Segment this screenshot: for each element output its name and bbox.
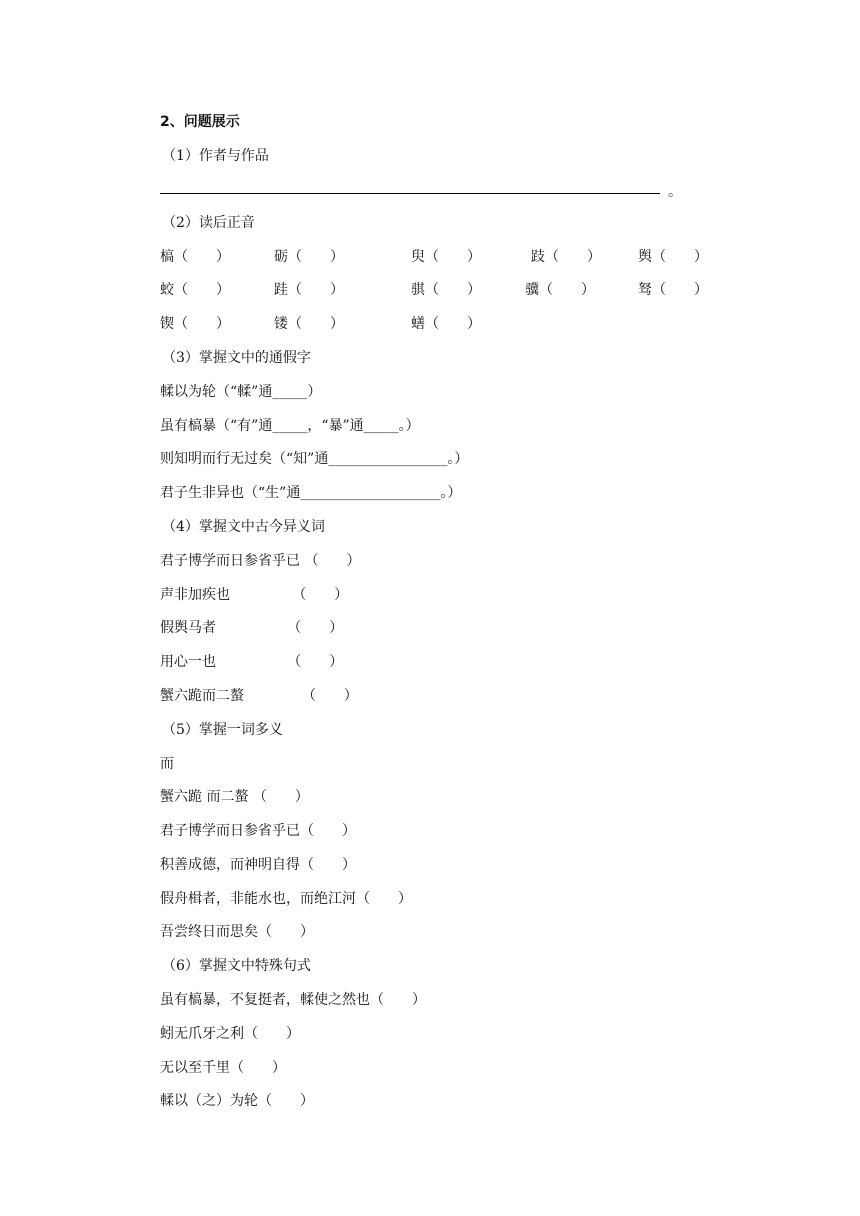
s6-title: （6）掌握文中特殊句式 [162, 958, 311, 974]
pronunciation-item: 骥（ ） [525, 282, 595, 298]
sentence-item: 輮以（之）为轮（ ） [160, 1093, 314, 1109]
gujin-item: 蟹六跪而二螯 （ ） [160, 688, 358, 704]
tongjia-item: 君子生非异也（“生”通____________________。） [160, 485, 462, 501]
s1-title: （1）作者与作品 [162, 148, 269, 164]
pronunciation-item: 跂（ ） [531, 249, 601, 265]
answer-blank-line [160, 193, 660, 194]
sentence-item: 虽有槁暴，不复挺者，輮使之然也（ ） [160, 992, 426, 1008]
polysemy-item: 蟹六跪 而二螯 （ ） [160, 789, 309, 805]
tongjia-item: 虽有槁暴（“有”通_____，“暴”通_____。） [160, 418, 420, 434]
pronunciation-item: 臾（ ） [411, 249, 481, 265]
pronunciation-item: 镂（ ） [274, 316, 344, 332]
s2-title: （2）读后正音 [162, 215, 255, 231]
s3-title: （3）掌握文中的通假字 [162, 350, 311, 366]
tongjia-item: 輮以为轮（“輮”通_____） [160, 384, 322, 400]
s5-word: 而 [160, 756, 174, 772]
gujin-item: 用心一也 （ ） [160, 654, 344, 670]
s4-title: （4）掌握文中古今异义词 [162, 519, 325, 535]
sentence-item: 蚓无爪牙之利（ ） [160, 1026, 300, 1042]
polysemy-item: 君子博学而日参省乎已（ ） [160, 823, 356, 839]
pronunciation-item: 砺（ ） [274, 249, 344, 265]
pronunciation-item: 蛟（ ） [160, 282, 230, 298]
pronunciation-item: 跬（ ） [274, 282, 344, 298]
section-heading: 2、问题展示 [160, 114, 240, 130]
sentence-item: 无以至千里（ ） [160, 1060, 286, 1076]
tongjia-item: 则知明而行无过矣（“知”通_________________。） [160, 451, 469, 467]
pronunciation-item: 驽（ ） [638, 282, 708, 298]
gujin-item: 声非加疾也 （ ） [160, 587, 349, 603]
pronunciation-item: 锲（ ） [160, 316, 230, 332]
pronunciation-item: 蟮（ ） [411, 316, 481, 332]
s5-title: （5）掌握一词多义 [162, 722, 283, 738]
polysemy-item: 吾尝终日而思矣（ ） [160, 924, 314, 940]
polysemy-item: 假舟楫者，非能水也，而绝江河（ ） [160, 891, 412, 907]
pronunciation-item: 槁（ ） [160, 249, 230, 265]
pronunciation-item: 骐（ ） [411, 282, 481, 298]
gujin-item: 君子博学而日参省乎已 （ ） [160, 553, 361, 569]
pronunciation-item: 舆（ ） [638, 249, 708, 265]
polysemy-item: 积善成德，而神明自得（ ） [160, 857, 356, 873]
s1-period: 。 [668, 184, 682, 200]
gujin-item: 假舆马者 （ ） [160, 620, 344, 636]
